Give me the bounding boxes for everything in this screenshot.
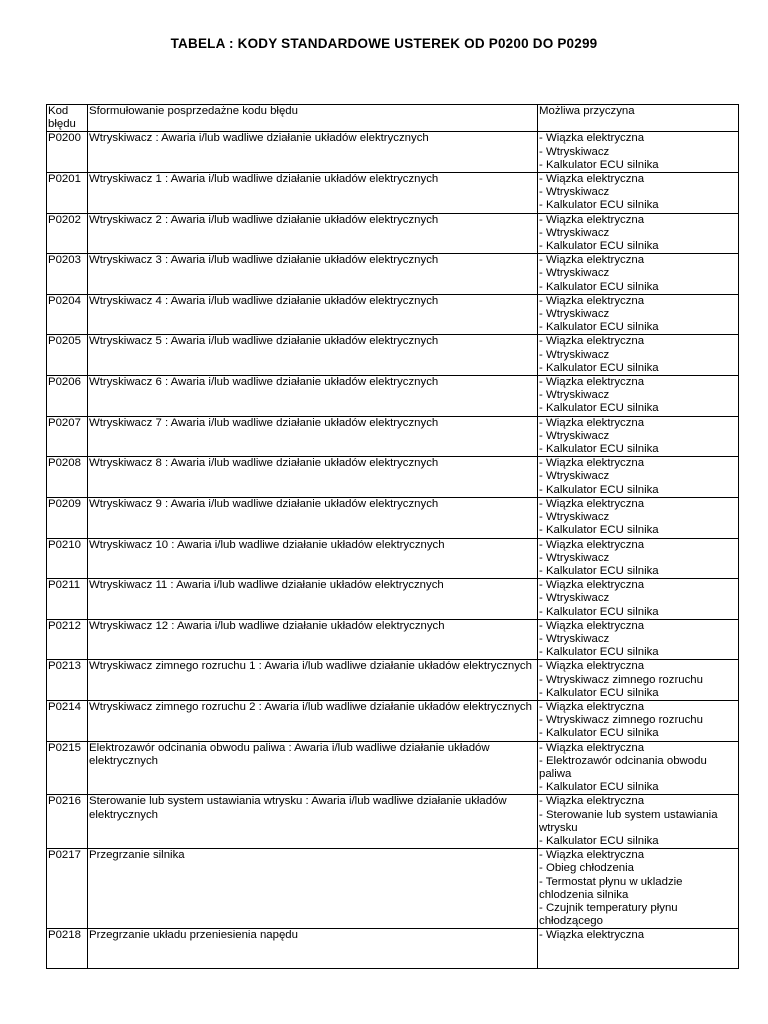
cause-item: - Kalkulator ECU silnika (539, 564, 659, 577)
fault-code-cell: P0213 (47, 660, 88, 701)
cause-item: - Kalkulator ECU silnika (539, 727, 659, 740)
fault-code-cell: P0210 (47, 538, 88, 579)
cause-item: - Wtryskiwacz zimnego rozruchu (539, 673, 703, 686)
fault-code-cell: P0202 (47, 213, 88, 254)
table-row (47, 660, 739, 701)
possible-cause-cell (538, 700, 739, 741)
fault-description-cell: Wtryskiwacz 2 : Awaria i/lub wadliwe działanie układów elektrycznych (88, 213, 538, 254)
fault-code-cell: P0205 (47, 335, 88, 376)
fault-description-cell: Elektrozawór odcinania obwodu paliwa : Awaria i/lub wadliwe działanie układów elektrycznych (88, 741, 538, 795)
fault-description-cell: Wtryskiwacz 12 : Awaria i/lub wadliwe działanie układów elektrycznych (88, 619, 538, 660)
table-row (47, 619, 739, 660)
cause-item: - Wiązka elektryczna (539, 457, 645, 470)
fault-description-cell: Wtryskiwacz 5 : Awaria i/lub wadliwe działanie układów elektrycznych (88, 335, 538, 376)
cause-item: - Kalkulator ECU silnika (539, 240, 659, 253)
table-row (47, 538, 739, 579)
cause-item: - Kalkulator ECU silnika (539, 321, 659, 334)
fault-description-cell: Przegrzanie układu przeniesienia napędu (88, 929, 538, 969)
fault-code-cell: P0206 (47, 376, 88, 417)
table-row (47, 213, 739, 254)
cause-item: - Kalkulator ECU silnika (539, 483, 659, 496)
cause-item: - Wtryskiwacz (539, 429, 610, 442)
fault-description-cell: Wtryskiwacz zimnego rozruchu 2 : Awaria i/lub wadliwe działanie układów elektrycznych (88, 700, 538, 741)
fault-description-cell: Wtryskiwacz 4 : Awaria i/lub wadliwe działanie układów elektrycznych (88, 294, 538, 335)
possible-cause-cell (538, 619, 739, 660)
table-row (47, 254, 739, 295)
fault-code-cell: P0209 (47, 497, 88, 538)
cause-item: - Wtryskiwacz (539, 389, 610, 402)
page-title: TABELA : KODY STANDARDOWE USTEREK OD P0200 DO P0299 (170, 36, 598, 51)
cause-item: - Obieg chłodzenia (539, 862, 634, 875)
cause-item: - Wiązka elektryczna (539, 173, 645, 186)
table-row (47, 294, 739, 335)
cause-item: - Kalkulator ECU silnika (539, 686, 659, 699)
cause-item: - Elektrozawór odcinania obwodu paliwa (539, 754, 707, 780)
fault-code-cell: P0207 (47, 416, 88, 457)
cause-item: - Czujnik temperatury płynu chłodzącego (539, 901, 678, 928)
cause-item: - Wiązka elektryczna (539, 254, 645, 267)
cause-item: - Kalkulator ECU silnika (539, 781, 659, 794)
cause-item: - Wiązka elektryczna (539, 132, 645, 145)
table-row (47, 741, 739, 795)
cause-item: - Kalkulator ECU silnika (539, 605, 659, 618)
table-row (47, 700, 739, 741)
table-row (47, 132, 739, 173)
fault-description-cell: Wtryskiwacz 1 : Awaria i/lub wadliwe działanie układów elektrycznych (88, 173, 538, 214)
cause-item: - Wtryskiwacz (539, 592, 610, 605)
cause-item: - Wiązka elektryczna (539, 335, 645, 348)
fault-description-cell: Wtryskiwacz 9 : Awaria i/lub wadliwe działanie układów elektrycznych (88, 497, 538, 538)
possible-cause-cell (538, 457, 739, 498)
fault-description-cell: Wtryskiwacz : Awaria i/lub wadliwe działanie układów elektrycznych (88, 132, 538, 173)
fault-code-cell: P0200 (47, 132, 88, 173)
possible-cause-cell (538, 416, 739, 457)
cause-item: - Wtryskiwacz zimnego rozruchu (539, 714, 703, 727)
cause-item: - Wtryskiwacz (539, 145, 610, 158)
cause-item: - Kalkulator ECU silnika (539, 158, 659, 171)
fault-description-cell: Wtryskiwacz 11 : Awaria i/lub wadliwe działanie układów elektrycznych (88, 579, 538, 620)
cause-item: - Wtryskiwacz (539, 308, 610, 321)
fault-code-cell: P0217 (47, 849, 88, 929)
table-row (47, 173, 739, 214)
header-description: Sformułowanie posprzedażne kodu błędu (88, 105, 538, 132)
cause-item: - Wiązka elektryczna (539, 849, 645, 862)
possible-cause-cell (538, 213, 739, 254)
cause-item: - Wiązka elektryczna (539, 497, 645, 510)
fault-description-cell: Wtryskiwacz 10 : Awaria i/lub wadliwe działanie układów elektrycznych (88, 538, 538, 579)
table-row (47, 579, 739, 620)
fault-description-cell: Wtryskiwacz 6 : Awaria i/lub wadliwe działanie układów elektrycznych (88, 376, 538, 417)
cause-item: - Wtryskiwacz (539, 267, 610, 280)
cause-item: - Wiązka elektryczna (539, 213, 645, 226)
cause-item: - Wiązka elektryczna (539, 294, 645, 307)
possible-cause-cell (538, 376, 739, 417)
possible-cause-cell (538, 849, 739, 929)
fault-code-cell: P0201 (47, 173, 88, 214)
table-row (47, 795, 739, 849)
fault-description-cell: Sterowanie lub system ustawiania wtrysku : Awaria i/lub wadliwe działanie układów elektrycznych (88, 795, 538, 849)
possible-cause-cell (538, 929, 739, 969)
fault-description-cell: Wtryskiwacz 8 : Awaria i/lub wadliwe działanie układów elektrycznych (88, 457, 538, 498)
possible-cause-cell (538, 538, 739, 579)
cause-item: - Wtryskiwacz (539, 551, 610, 564)
table-row (47, 335, 739, 376)
cause-item: - Wiązka elektryczna (539, 619, 645, 632)
fault-codes-table (46, 104, 739, 969)
fault-code-cell: P0216 (47, 795, 88, 849)
cause-item: - Wtryskiwacz (539, 226, 610, 239)
table-row (47, 497, 739, 538)
cause-item: - Kalkulator ECU silnika (539, 443, 659, 456)
fault-code-cell: P0218 (47, 929, 88, 969)
fault-description-cell: Wtryskiwacz 7 : Awaria i/lub wadliwe działanie układów elektrycznych (88, 416, 538, 457)
possible-cause-cell (538, 579, 739, 620)
cause-item: - Wiązka elektryczna (539, 376, 645, 389)
cause-item: - Wtryskiwacz (539, 186, 610, 199)
table-row (47, 416, 739, 457)
cause-item: - Wiązka elektryczna (539, 929, 645, 942)
fault-code-cell: P0208 (47, 457, 88, 498)
cause-item: - Wtryskiwacz (539, 632, 610, 645)
fault-description-cell: Przegrzanie silnika (88, 849, 538, 929)
cause-item: - Kalkulator ECU silnika (539, 280, 659, 293)
fault-code-cell: P0211 (47, 579, 88, 620)
possible-cause-cell (538, 335, 739, 376)
fault-code-cell: P0215 (47, 741, 88, 795)
table-header-row (47, 105, 739, 132)
fault-codes-table-wrapper (46, 104, 768, 990)
table-row (47, 929, 739, 969)
cause-item: - Wiązka elektryczna (539, 741, 645, 754)
possible-cause-cell (538, 173, 739, 214)
fault-code-cell: P0204 (47, 294, 88, 335)
cause-item: - Kalkulator ECU silnika (539, 524, 659, 537)
fault-description-cell: Wtryskiwacz zimnego rozruchu 1 : Awaria i/lub wadliwe działanie układów elektrycznych (88, 660, 538, 701)
cause-item: - Wiązka elektryczna (539, 660, 645, 673)
cause-item: - Kalkulator ECU silnika (539, 834, 659, 847)
fault-code-cell: P0214 (47, 700, 88, 741)
cause-item: - Wiązka elektryczna (539, 416, 645, 429)
cause-item: - Wtryskiwacz (539, 511, 610, 524)
cause-item: - Wiązka elektryczna (539, 538, 645, 551)
fault-code-cell: P0212 (47, 619, 88, 660)
cause-item: - Wtryskiwacz (539, 470, 610, 483)
cause-item: - Wiązka elektryczna (539, 700, 645, 713)
possible-cause-cell (538, 660, 739, 701)
table-row (47, 457, 739, 498)
possible-cause-cell (538, 795, 739, 849)
fault-code-cell: P0203 (47, 254, 88, 295)
cause-item: - Termostat płynu w ukladzie chlodzenia silnika (539, 875, 683, 901)
possible-cause-cell (538, 254, 739, 295)
cause-item: - Wiązka elektryczna (539, 579, 645, 592)
cause-item: - Sterowanie lub system ustawiania wtrysku (539, 808, 718, 834)
cause-item: - Kalkulator ECU silnika (539, 402, 659, 415)
header-code: Kod błędu (47, 105, 88, 132)
possible-cause-cell (538, 741, 739, 795)
cause-item: - Wiązka elektryczna (539, 795, 645, 808)
table-row (47, 849, 739, 929)
possible-cause-cell (538, 132, 739, 173)
possible-cause-cell (538, 294, 739, 335)
fault-description-cell: Wtryskiwacz 3 : Awaria i/lub wadliwe działanie układów elektrycznych (88, 254, 538, 295)
cause-item: - Kalkulator ECU silnika (539, 361, 659, 374)
table-row (47, 376, 739, 417)
possible-cause-cell (538, 497, 739, 538)
cause-item: - Kalkulator ECU silnika (539, 646, 659, 659)
cause-item: - Kalkulator ECU silnika (539, 199, 659, 212)
header-possible-cause: Możliwa przyczyna (538, 105, 739, 132)
cause-item: - Wtryskiwacz (539, 348, 610, 361)
